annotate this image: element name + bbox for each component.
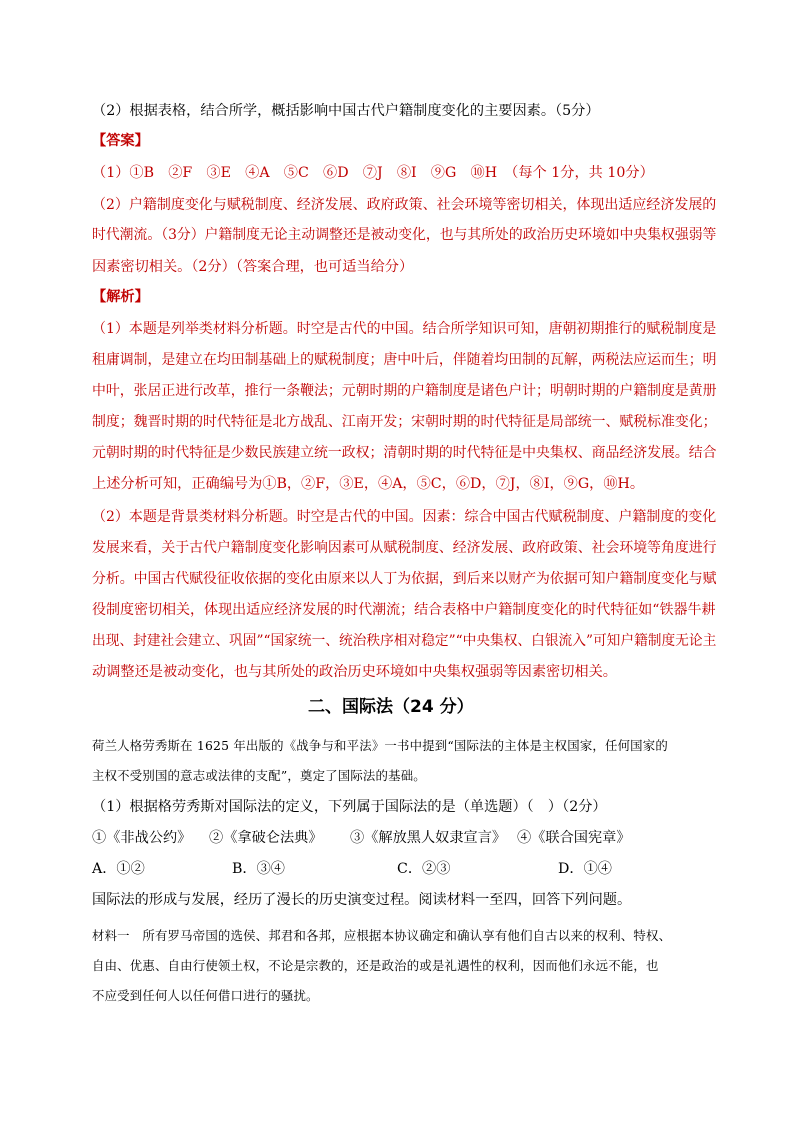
choice-d: D．①④ [558, 861, 612, 877]
analysis-line: 分析。中国古代赋役征收依据的变化由原来以人丁为依据，到后来以财产为依据可知户籍制度变化与赋 [92, 571, 717, 587]
analysis-line: 制度；魏晋时期的时代特征是北方战乱、江南开发；宋朝时期的时代特征是局部统一、赋税标准变化； [92, 414, 717, 430]
analysis-line: 发展来看，关于古代户籍制度变化影响因素可从赋税制度、经济发展、政府政策、社会环境等角度进行 [92, 540, 717, 556]
analysis-line: 役制度密切相关，体现出适应经济发展的时代潮流；结合表格中户籍制度变化的时代特征如“铁器牛耕 [92, 602, 716, 618]
choice-b: B．③④ [232, 861, 285, 877]
document-option-1: ①《非战公约》 [92, 830, 192, 846]
section-title: 二、国际法（24 分） [308, 697, 474, 717]
choice-a: A．①② [92, 861, 145, 877]
analysis-line: 动调整还是被动变化，也与其所处的政治历史环境如中央集权强弱等因素密切相关。 [92, 664, 617, 680]
analysis-line: 元朝时期的时代特征是少数民族建立统一政权；清朝时期的时代特征是中央集权、商品经济发展。结合 [92, 445, 717, 461]
analysis-line: （2）本题是背景类材料分析题。时空是古代的中国。因素：综合中国古代赋税制度、户籍制度的变化 [92, 509, 717, 525]
answer-line: 因素密切相关。（2分）（答案合理，也可适当给分） [92, 259, 414, 275]
analysis-line: 出现、封建社会建立、巩固”“国家统一、统治秩序相对稳定”“中央集权、白银流入”可知户籍制度无论主 [92, 633, 717, 649]
material-line: 材料一 所有罗马帝国的选侯、邦君和各邦，应根据本协议确定和确认享有他们自古以来的权利、特权、 [92, 928, 672, 943]
analysis-line: （1）本题是列举类材料分析题。时空是古代的中国。结合所学知识可知，唐朝初期推行的赋税制度是 [92, 321, 717, 337]
analysis-line: 中叶，张居正进行改革，推行一条鞭法；元朝时期的户籍制度是诸色户计；明朝时期的户籍制度是黄册 [92, 383, 717, 399]
answer-line: （1）①B ②F ③E ④A ⑤C ⑥D ⑦J ⑧I ⑨G ⑩H （每个 1分，共 10分） [92, 165, 654, 181]
answer-tag: 【答案】 [92, 133, 149, 149]
answer-line: （2）户籍制度变化与赋税制度、经济发展、政府政策、社会环境等密切相关，体现出适应经济发展的 [92, 197, 717, 213]
material-line: 不应受到任何人以任何借口进行的骚扰。 [92, 988, 319, 1003]
intro-line: 荷兰人格劳秀斯在 1625 年出版的《战争与和平法》一书中提到“国际法的主体是主权国家，任何国家的 [92, 738, 668, 753]
choice-c: C．②③ [397, 861, 451, 877]
document-option-2: ②《拿破仑法典》 [209, 830, 323, 846]
analysis-line: 上述分析可知，正确编号为①B，②F，③E，④A，⑤C，⑥D，⑦J，⑧I，⑨G，⑩H。 [92, 476, 645, 492]
document-option-4: ④《联合国宪章》 [517, 830, 631, 846]
analysis-line: 租庸调制，是建立在均田制基础上的赋税制度；唐中叶后，伴随着均田制的瓦解，两税法应运而生；明 [92, 352, 717, 368]
analysis-tag: 【解析】 [92, 289, 149, 305]
answer-line: 时代潮流。（3分）户籍制度无论主动调整还是被动变化，也与其所处的政治历史环境如中央集权强弱等 [92, 227, 717, 243]
intro-line: 主权不受别国的意志或法律的支配”，奠定了国际法的基础。 [92, 768, 426, 783]
question-2-prompt: （2）根据表格，结合所学，概括影响中国古代户籍制度变化的主要因素。（5分） [92, 103, 600, 119]
question-1-prompt: （1）根据格劳秀斯对国际法的定义，下列属于国际法的是（单选题）（ ）（2分） [92, 799, 607, 815]
document-option-3: ③《解放黑人奴隶宣言》 [350, 830, 507, 846]
lead-in-text: 国际法的形成与发展，经历了漫长的历史演变过程。阅读材料一至四，回答下列问题。 [92, 892, 632, 908]
material-line: 自由、优惠、自由行使领土权，不论是宗教的，还是政治的或是礼遇性的权利，因而他们永远不能，也 [92, 958, 659, 973]
